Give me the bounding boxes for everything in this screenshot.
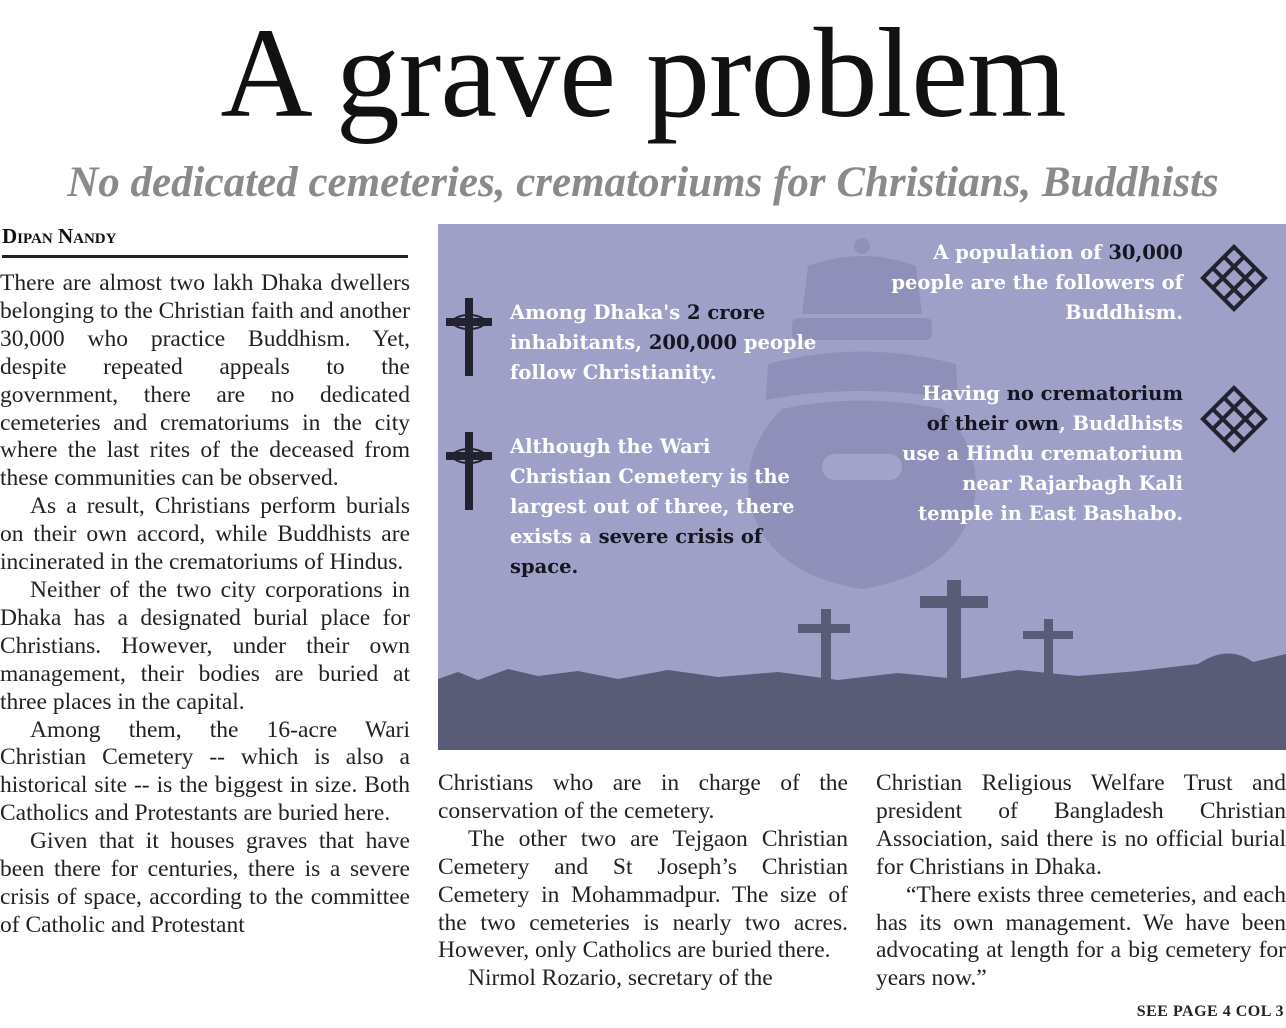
- fact-highlight: 30,000: [1108, 241, 1183, 264]
- fact-text: Among Dhaka's: [510, 301, 687, 324]
- christian-population-fact: [510, 298, 830, 388]
- endless-knot-icon: [1203, 247, 1265, 309]
- infographic: [438, 224, 1286, 750]
- fact-text: inhabitants,: [510, 331, 649, 354]
- article-column-1: [0, 270, 410, 940]
- fact-text: Although the Wari Christian Cemetery is the largest out of three, there exists a: [510, 435, 795, 548]
- fact-text: Having: [922, 382, 1007, 405]
- fact-text: A population of: [933, 241, 1109, 264]
- fact-text: , Buddhists use a Hindu crematorium near Rajarbagh Kali temple in East Bashabo.: [902, 412, 1183, 525]
- byline: Dipan Nandy: [2, 224, 408, 258]
- buddhist-population-fact: [888, 238, 1183, 328]
- cross-with-crown-icon: [446, 298, 492, 376]
- article-column-3: [876, 770, 1286, 993]
- fact-highlight: 2 crore: [686, 301, 766, 324]
- paragraph: The other two are Tejgaon Christian Cemetery and St Joseph’s Christian Cemetery in Mohammadpur. The size of the two cemeteries is nearly two acres. However, only Catholics are buried there.: [438, 825, 848, 964]
- fact-text: people are the followers of Buddhism.: [891, 271, 1183, 324]
- grave-crosses-icon: [438, 580, 1286, 750]
- paragraph: Christians who are in charge of the conservation of the cemetery.: [438, 770, 848, 824]
- cemetery-space-fact: [510, 432, 810, 582]
- fact-highlight: severe crisis of space.: [510, 525, 763, 578]
- article-column-2: [438, 770, 848, 993]
- continuation-note: SEE PAGE 4 COL 3: [1136, 1003, 1284, 1020]
- fact-highlight: 200,000: [648, 331, 738, 354]
- paragraph: As a result, Christians perform burials on their own accord, while Buddhists are incinerated in the crematoriums of Hindus.: [0, 493, 410, 576]
- paragraph: “There exists three cemeteries, and each has its own management. We have been advocating at length for a big cemetery for years now.”: [876, 881, 1286, 992]
- paragraph: There are almost two lakh Dhaka dwellers belonging to the Christian faith and another 30,000 who practice Buddhism. Yet, despite repeated appeals to the government, there are no dedicated cemeteries and crematoriums in the city where the last rites of the deceased from these communities can be observed.: [0, 270, 410, 492]
- subheadline: No dedicated cemeteries, crematoriums for Christians, Buddhists: [67, 159, 1219, 206]
- paragraph: Among them, the 16-acre Wari Christian Cemetery -- which is also a historical site -- is the biggest in size. Both Catholics and Protestants are buried here.: [0, 716, 410, 827]
- paragraph: Christian Religious Welfare Trust and president of Bangladesh Christian Association, said there is no official burial for Christians in Dhaka.: [876, 770, 1286, 880]
- paragraph: Neither of the two city corporations in Dhaka has a designated burial place for Christians. However, under their own management, their bodies are buried at three places in the capital.: [0, 576, 410, 715]
- endless-knot-icon: [1203, 388, 1265, 450]
- fact-text: people follow Christianity.: [510, 331, 817, 384]
- cross-with-crown-icon: [446, 432, 492, 510]
- headline: A grave problem: [220, 2, 1066, 144]
- paragraph: Nirmol Rozario, secretary of the: [468, 965, 773, 992]
- paragraph: Given that it houses graves that have been there for centuries, there is a severe crisis of space, according to the committee of Catholic and Protestant: [0, 828, 410, 938]
- crematorium-fact: [898, 379, 1183, 529]
- fact-highlight: no crematorium of their own: [926, 382, 1183, 435]
